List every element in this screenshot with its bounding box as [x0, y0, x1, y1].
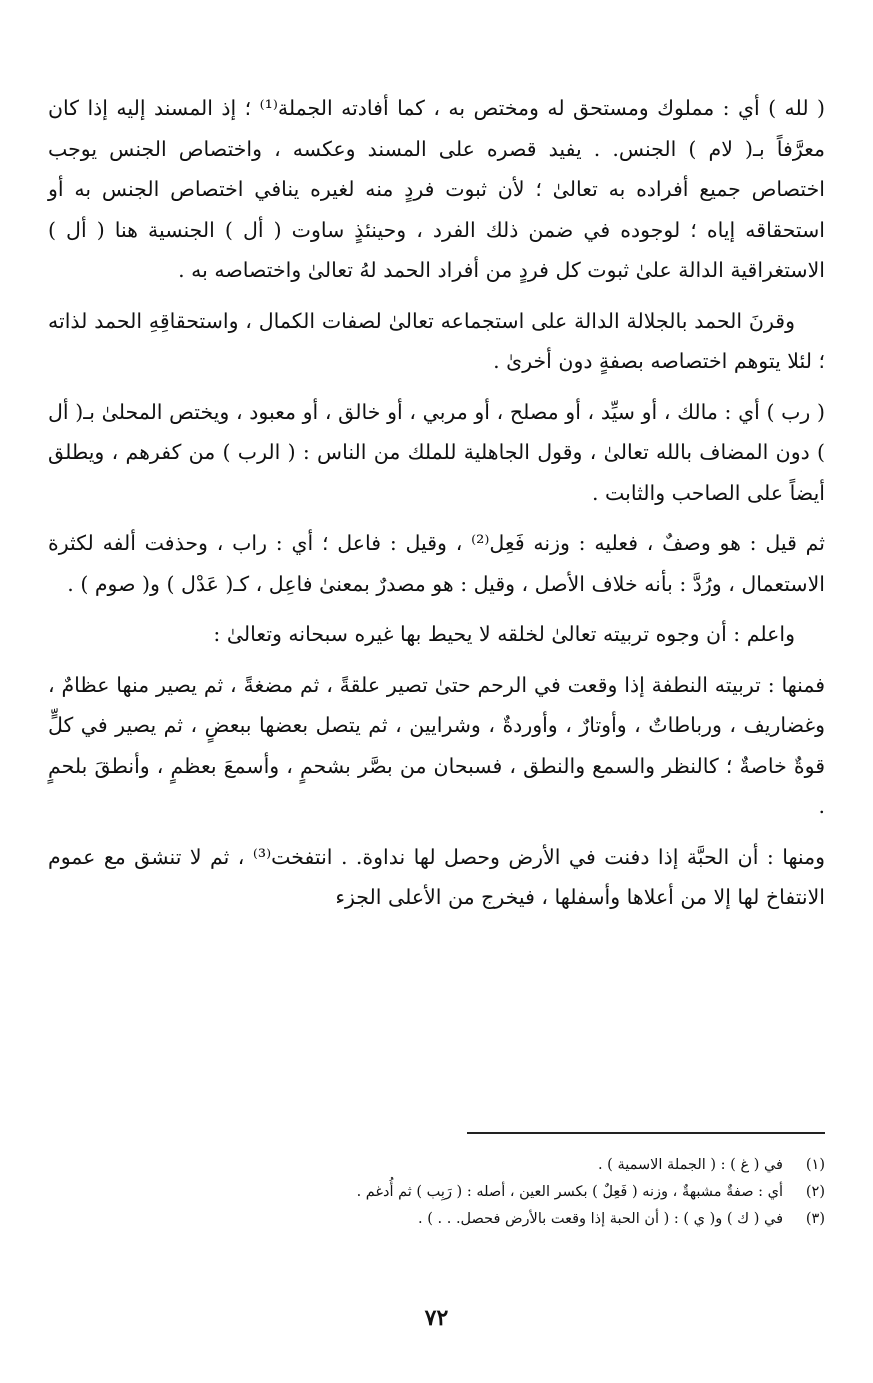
footnote-number: (٢): [805, 1184, 825, 1200]
paragraph-6: فمنها : تربيته النطفة إذا وقعت في الرحم حتىٰ تصير علقةً ، ثم مضغةً ، ثم يصير منها عظامٌ ، وغضاريف ، ورباطاتٌ ، وأوتارٌ ، وأوردةٌ ، وشرايين ، ثم يتصل بعضها ببعضٍ ، ثم يصير في كلٍّ قوةٌ خاصةٌ ؛ كالنظر والسمع والنطق ، فسبحان من بصَّر بشحمٍ ، وأسمعَ بعظمٍ ، وأنطقَ بلحمٍ .: [48, 672, 825, 818]
footnote-number: (٣): [805, 1211, 825, 1227]
footnote-divider: [467, 1132, 825, 1134]
footnotes: [48, 1152, 825, 1233]
footnote-text: في ( غ ) : ( الجملة الاسمية ) .: [597, 1157, 783, 1173]
footnote-text: أي : صفةٌ مشبهةٌ ، وزنه ( فَعِلٌ ) بكسر العين ، أصله : ( رَبِب ) ثم أُدغم .: [356, 1184, 783, 1200]
footnote-3: [48, 1206, 825, 1233]
paragraph-3: ( رب ) أي : مالك ، أو سيِّد ، أو مصلح ، أو مربي ، أو خالق ، أو معبود ، ويختص المحلىٰ بـ( أل ) دون المضاف بالله تعالىٰ ، وقول الجاهلية للملك من الناس : ( الرب ) من كفرهم ، ويطلق أيضاً على الصاحب والثابت .: [48, 399, 825, 505]
footnote-1: [48, 1152, 825, 1179]
footnote-text: في ( ك ) و( ي ) : ( أن الحبة إذا وقعت بالأرض فحصل. . . ) .: [418, 1211, 783, 1227]
main-text: [48, 88, 825, 928]
paragraph-5: واعلم : أن وجوه تربيته تعالىٰ لخلقه لا يحيط بها غيره سبحانه وتعالىٰ :: [213, 622, 795, 646]
paragraph-4: ثم قيل : هو وصفٌ ، فعليه : وزنه فَعِل⁽²⁾ ، وقيل : فاعل ؛ أي : راب ، وحذفت ألفه لكثرة الاستعمال ، ورُدَّ : بأنه خلاف الأصل ، وقيل : هو مصدرٌ بمعنىٰ فاعِل ، كـ( عَدْل ) و( صوم ) .: [48, 531, 825, 596]
footnote-2: [48, 1179, 825, 1206]
paragraph-7: ومنها : أن الحبَّة إذا دفنت في الأرض وحصل لها نداوة. . انتفخت⁽³⁾ ، ثم لا تنشق مع عموم الانتفاخ لها إلا من أعلاها وأسفلها ، فيخرج من الأعلى الجزء: [48, 844, 825, 909]
paragraph-2: وقرنَ الحمد بالجلالة الدالة على استجماعه تعالىٰ لصفات الكمال ، واستحقاقِهِ الحمد لذاته ؛ لئلا يتوهم اختصاصه بصفةٍ دون أخرىٰ .: [48, 308, 825, 373]
page-number: ٧٢: [424, 1305, 449, 1331]
paragraph-1: ( لله ) أي : مملوك ومستحق له ومختص به ، كما أفادته الجملة⁽¹⁾ ؛ إذ المسند إليه إذا كان معرَّفاً بـ( لام ) الجنس. . يفيد قصره على المسند وعكسه ، واختصاص الجنس يوجب اختصاص جميع أفراده به تعالىٰ ؛ لأن ثبوت فردٍ منه لغيره ينافي اختصاص الجنس به أو استحقاقه إياه ؛ لوجوده في ضمن ذلك الفرد ، وحينئذٍ ساوت ( أل ) الجنسية هنا ( أل ) الاستغراقية الدالة علىٰ ثبوت كل فردٍ من أفراد الحمد لهُ تعالىٰ واختصاصه به .: [48, 96, 825, 282]
footnote-number: (١): [805, 1157, 825, 1173]
